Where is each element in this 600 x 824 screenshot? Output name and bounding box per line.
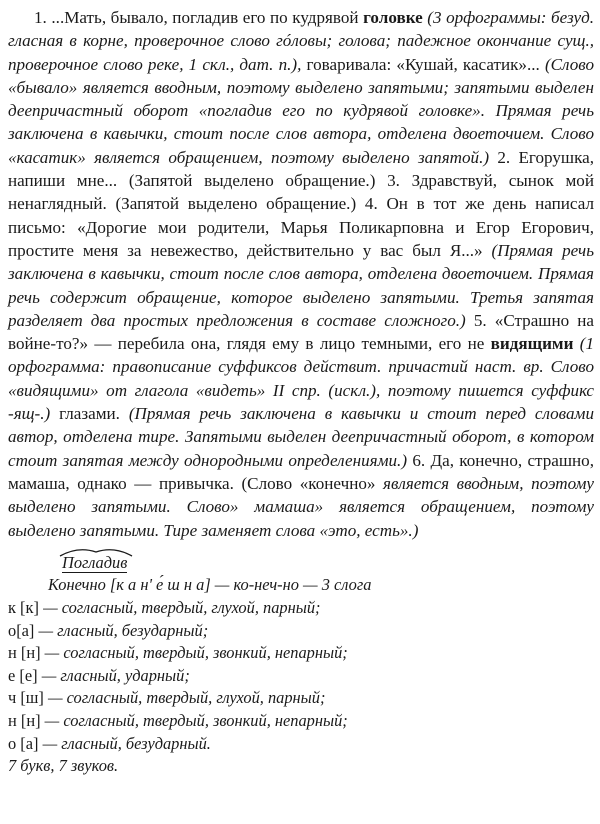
phonetic-rows: [8, 597, 594, 755]
document-page: [8, 6, 594, 778]
sentence-5-comment: (1 орфограмма: правописание суффиксов действит. причастий наст. вр. Слово «видящими» от глагола «видеть» II спр. (искл.), поэтому пишется суффикс -ящ-.): [8, 334, 594, 424]
sentence-5-part-b: глазами.: [59, 404, 120, 424]
sentence-5-comment-2: (Прямая речь заключена в кавычки и стоит перед словами автор, отделена тире. Запятыми выделен деепричастный оборот, в котором стоит запятая между однородными определениями.): [8, 404, 594, 470]
letters-sounds-summary: 7 букв, 7 звуков.: [8, 756, 119, 776]
morpheme-arc-icon: [58, 546, 134, 558]
sentence-5-word: видящими: [490, 334, 574, 354]
phonetic-row: о [а] — гласный, безударный.: [8, 733, 211, 753]
phonetic-row: е [е] — гласный, ударный;: [8, 665, 190, 685]
phonetic-row: к [к] — согласный, твердый, глухой, парный;: [8, 598, 321, 618]
phonetic-row: ч [ш] — согласный, твердый, глухой, парный;: [8, 688, 326, 708]
parse-word: Погладив: [62, 552, 128, 572]
sentence-4: 4. Он в тот же день написал письмо: «Дорогие мои родители, Марья Поликарповна и Егор Егорович, простите меня за невежество, действительно у вас был Я...»: [8, 194, 594, 260]
sentence-1-number: 1.: [34, 8, 47, 27]
phonetic-row: н [н] — согласный, твердый, звонкий, непарный;: [8, 643, 348, 663]
sentence-5-part-a: 5. «Страшно на войне-то?» — перебила она, глядя ему в лицо темными, его не: [8, 310, 594, 354]
parse-word-box: [60, 552, 129, 575]
sentence-6: 6. Да, конечно, страшно, мамаша, однако — привычка. (Слово «конечно»: [8, 450, 594, 493]
sentence-1-comment: (3 орфограммы: безуд. гласная в корне, проверочное слово гóловы; голова; падежное окончание сущ., проверочное слово реке, 1 скл., дат. п.),: [8, 8, 594, 74]
sentence-1-text: ...Мать, бывало, погладив его по кудрявой: [51, 8, 364, 27]
sentence-4-comment: (Прямая речь заключена в кавычки, стоит после слов автора, отделена двоеточием. Прямая речь содержит обращение, которое выделено запятыми. Третья запятая разделяет два простых предложения в составе сложного.): [8, 240, 594, 330]
sentence-2: 2. Егорушка, напиши мне... (Запятой выделено обращение.): [8, 147, 594, 191]
phonetic-row: н [н] — согласный, твердый, звонкий, непарный;: [8, 710, 348, 730]
sentence-6-comment: является вводным, поэтому выделено запятыми. Слово» мамаша» является обращением, поэтому выделено запятыми. Тире заменяет слова «это, есть».): [8, 473, 594, 540]
sentence-1-word: головке: [363, 8, 423, 27]
sentence-1-continuation: говаривала: «Кушай, касатик»...: [306, 54, 540, 74]
phonetic-word-line: Конечно [к а н' е́ ш н а] — ко-неч-но — 3 слога: [48, 575, 372, 595]
sentence-1-comment-2: (Слово «бывало» является вводным, поэтому выделено запятыми; запятыми выделен деепричастный оборот «погладив его по кудрявой головке». Прямая речь заключена в кавычки, стоит после слов автора, отделена двоеточием. Слово «касатик» является обращением, поэтому выделено запятой.): [8, 54, 594, 167]
exercise-paragraph: [8, 6, 594, 542]
analysis-block: [8, 552, 594, 778]
phonetic-row: о[а] — гласный, безударный;: [8, 620, 209, 640]
sentence-3: 3. Здравствуй, сынок мой ненаглядный. (Запятой выделено обращение.): [8, 171, 594, 214]
